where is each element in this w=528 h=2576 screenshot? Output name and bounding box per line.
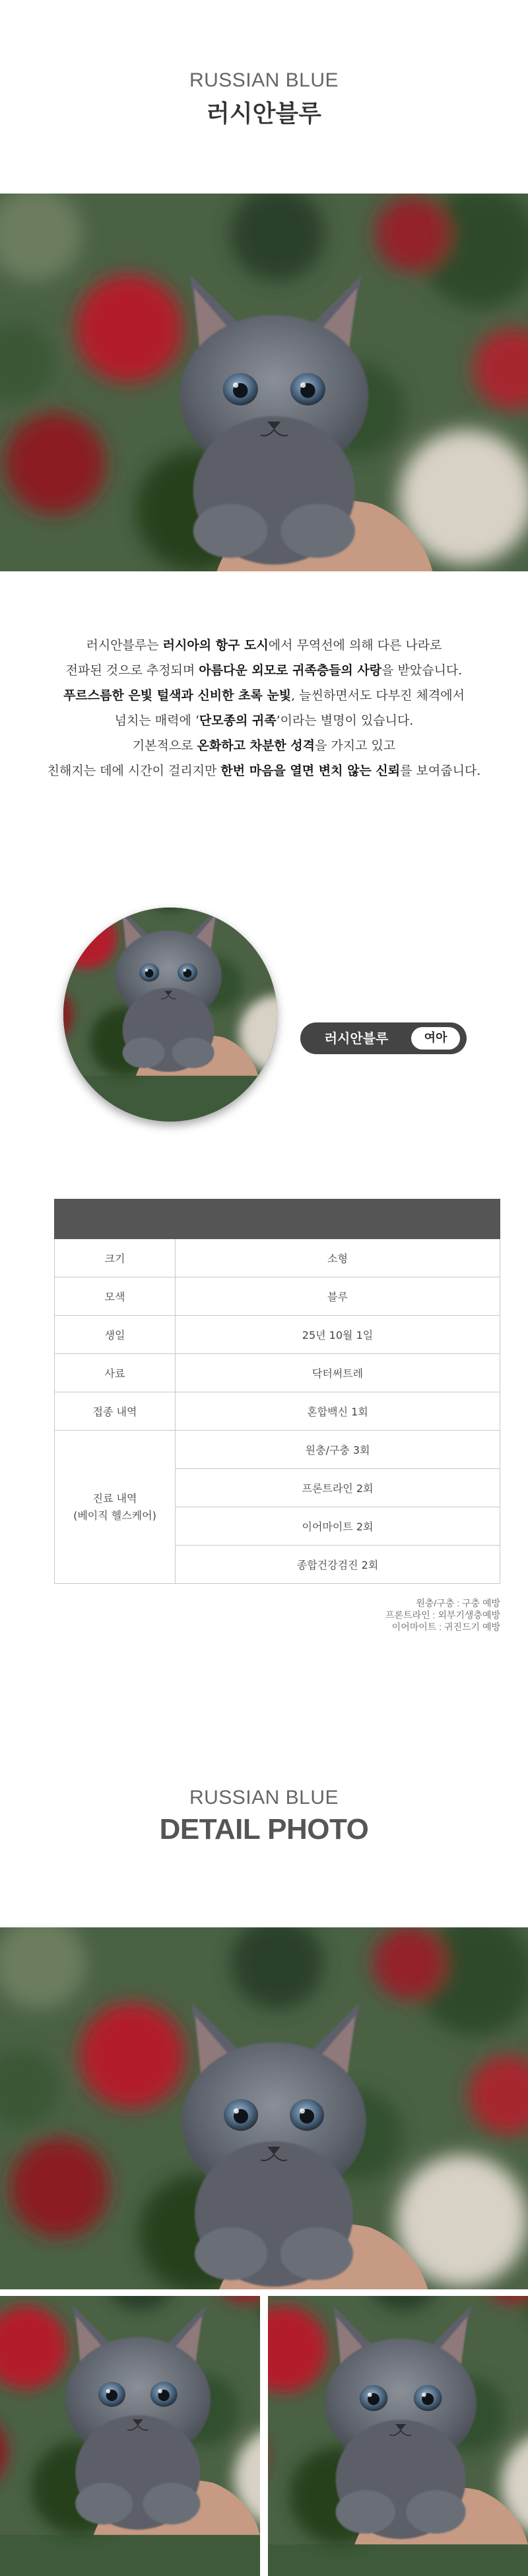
footnote: 프론트라인 : 외부기생충예방 [385,1610,500,1620]
section-eyebrow: RUSSIAN BLUE [189,69,339,91]
care-label-main: 진료 내역 [92,1491,137,1505]
care-history-label [55,1431,176,1584]
description-line [13,633,515,658]
body-text: , 늘씬하면서도 다부진 체격에서 [291,688,465,703]
hero-photo [0,194,528,571]
description-line [13,758,515,783]
row-label: 접종 내역 [55,1392,176,1431]
body-text: 러시안블루는 [86,638,163,653]
emphasis-text: 아름다운 외모로 귀족층들의 사랑 [199,663,382,678]
detail-eyebrow: RUSSIAN BLUE [189,1787,339,1808]
table-row [55,1431,500,1469]
body-text: 을 가지고 있고 [315,738,396,753]
table-row [55,1277,500,1316]
body-text: 친해지는 데에 시간이 걸리지만 [47,764,221,778]
row-value: 25년 10월 1일 [176,1316,500,1354]
table-row [55,1392,500,1431]
emphasis-text: 온화하고 차분한 성격 [197,738,315,753]
table-header-cell [176,1199,500,1239]
footnote: 이어마이트 : 귀진드기 예방 [391,1622,500,1632]
detail-photo-right [268,2296,528,2576]
description-line [13,658,515,683]
body-text: 을 받았습니다. [381,663,463,678]
body-text: 전파된 것으로 추정되며 [65,663,199,678]
table-row [55,1239,500,1277]
sex-label: 여아 [411,1027,460,1050]
breed-description [13,633,515,783]
emphasis-text: 한번 마음을 열면 변치 않는 신뢰 [220,764,401,778]
table-row [55,1316,500,1354]
row-value: 혼합백신 1회 [176,1392,500,1431]
breed-label: 러시안블루 [324,1030,389,1046]
detail-photo-large [0,1927,528,2289]
care-item: 원충/구충 3회 [176,1431,500,1469]
row-value: 블루 [176,1277,500,1316]
page-title: 러시안블루 [207,100,321,127]
body-text: 넘치는 매력에 ‘ [114,713,199,728]
info-table [54,1199,500,1584]
care-label-sub: (베이직 헬스케어) [73,1509,156,1522]
table-header-row [55,1199,500,1239]
row-label: 크기 [55,1239,176,1277]
row-label: 생일 [55,1316,176,1354]
row-label: 사료 [55,1354,176,1392]
description-line [13,683,515,708]
row-label: 모색 [55,1277,176,1316]
row-value: 소형 [176,1239,500,1277]
table-row [55,1354,500,1392]
emphasis-text: 푸르스름한 은빛 털색과 신비한 초록 눈빛 [63,688,292,703]
body-text: 기본적으로 [132,738,197,753]
description-line [13,708,515,733]
care-item: 종합건강검진 2회 [176,1546,500,1584]
description-line [13,733,515,758]
care-item: 프론트라인 2회 [176,1469,500,1507]
detail-photo-left [0,2296,260,2576]
care-item: 이어마이트 2회 [176,1507,500,1546]
emphasis-text: 러시아의 항구 도시 [162,638,269,653]
detail-title: DETAIL PHOTO [159,1813,369,1845]
breed-sex-badge [300,1022,467,1054]
profile-photo [63,908,277,1122]
emphasis-text: 단모종의 귀족 [199,713,277,728]
row-value: 닥터써트레 [176,1354,500,1392]
body-text: ’이라는 별명이 있습니다. [276,713,414,728]
table-footnotes [385,1597,500,1633]
body-text: 에서 무역선에 의해 다른 나라로 [268,638,442,653]
footnote: 원충/구충 : 구충 예방 [416,1598,500,1608]
table-header-cell [55,1199,176,1239]
body-text: 를 보여줍니다. [400,764,481,778]
